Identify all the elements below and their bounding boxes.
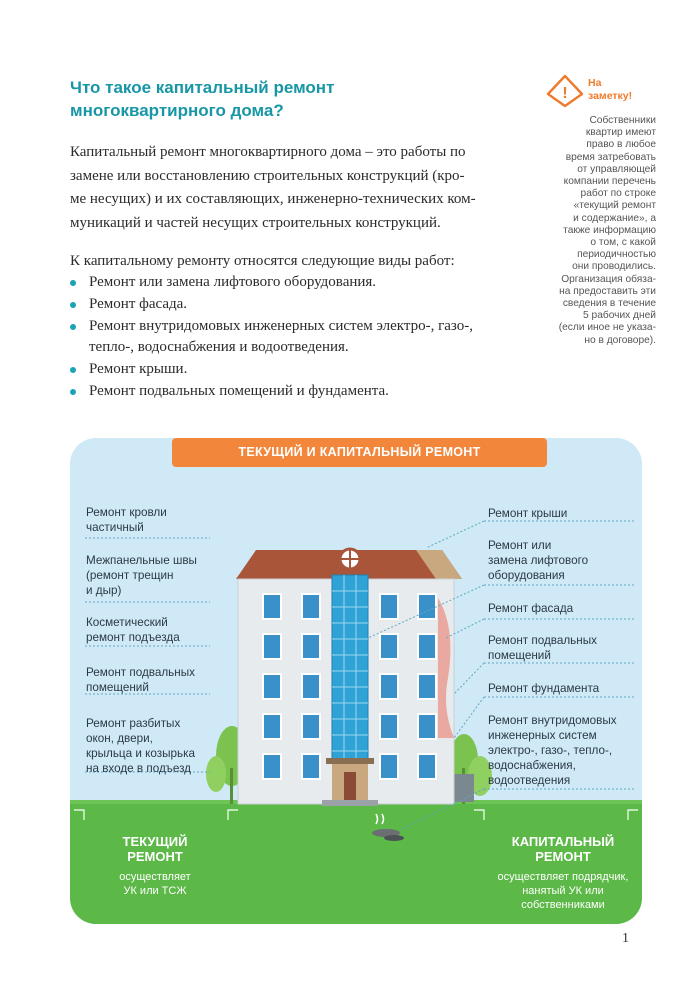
title-line: ТЕКУЩИЙ [122, 834, 188, 849]
label-line: водоснабжения, [488, 759, 576, 772]
works-list [70, 272, 540, 403]
label-line: ремонт подъезда [86, 631, 180, 644]
current-item [86, 665, 226, 695]
current-item [86, 716, 226, 776]
current-repair-subtitle [90, 870, 220, 898]
list-item-line: Ремонт крыши. [89, 361, 188, 377]
entrance-canopy [326, 758, 374, 764]
note-line: они проводились. [572, 261, 656, 273]
current-repair-title [90, 834, 220, 864]
note-line: время затребовать [565, 151, 656, 163]
current-item [86, 505, 226, 535]
bullet-icon [70, 280, 76, 286]
note-title-line: На [588, 77, 602, 89]
note-line: и содержание», а [573, 212, 656, 224]
label-line: на входе в подъезд [86, 762, 191, 775]
capital-item [488, 633, 633, 663]
label-line: помещений [488, 649, 551, 662]
list-item-line: Ремонт или замена лифтового оборудования. [89, 274, 377, 290]
current-item [86, 553, 226, 598]
intro-line: замене или восстановлению строительных конструкций (кро- [70, 167, 465, 184]
note-line: «текущий ремонт [573, 200, 656, 212]
label-line: Ремонт кровли [86, 506, 167, 519]
title-line: РЕМОНТ [535, 849, 591, 864]
current-repair-footer [90, 834, 220, 898]
intro-paragraph [70, 141, 530, 235]
title-line: КАПИТАЛЬНЫЙ [511, 834, 615, 849]
capital-repair-footer [478, 834, 648, 912]
current-item [86, 615, 226, 645]
title-line: РЕМОНТ [127, 849, 183, 864]
label-line: Ремонт крыши [488, 507, 568, 520]
note-line: от управляющей [577, 163, 656, 175]
bullet-icon [70, 324, 76, 330]
label-line: Ремонт разбитых [86, 717, 181, 730]
infographic-banner: ТЕКУЩИЙ И КАПИТАЛЬНЫЙ РЕМОНТ [172, 438, 547, 467]
label-line: Ремонт фасада [488, 602, 574, 615]
note-line: работ по строке [580, 188, 656, 200]
page-title-line: Что такое капитальный ремонт [70, 78, 335, 97]
list-item [70, 294, 540, 315]
note-line: периодичностью [577, 249, 656, 261]
note-line: о том, с какой [590, 237, 656, 249]
label-line: окон, двери, [86, 732, 153, 745]
page-title [70, 76, 410, 122]
label-line: Ремонт или [488, 539, 552, 552]
note-line: Организация обяза- [561, 273, 656, 285]
bullet-icon [70, 389, 76, 395]
label-line: Ремонт фундамента [488, 682, 600, 695]
label-line: замена лифтового [488, 554, 589, 567]
note-line: право в любое [586, 139, 656, 151]
intro-line: ме несущих) и их составляющих, инженерно-технических ком- [70, 191, 476, 207]
capital-item [488, 601, 633, 616]
list-item [70, 381, 540, 402]
label-line: (ремонт трещин [86, 569, 174, 582]
label-line: Ремонт внутридомовых [488, 714, 617, 727]
capital-item [488, 506, 633, 521]
note-line: на предоставить эти [559, 285, 656, 297]
label-line: Ремонт подвальных [86, 666, 195, 679]
subtitle-line: УК или ТСЖ [123, 885, 187, 897]
note-line: 5 рабочих дней [583, 310, 656, 322]
subtitle-line: осуществляет подрядчик, [497, 871, 629, 883]
intro-line: Капитальный ремонт многоквартирного дома – это работы по [70, 144, 466, 160]
label-line: Межпанельные швы [86, 554, 197, 567]
label-line: помещений [86, 681, 149, 694]
note-title [588, 77, 654, 103]
capital-item [488, 713, 633, 788]
capital-item [488, 538, 633, 583]
capital-repair-subtitle [478, 870, 648, 912]
subtitle-line: осуществляет [119, 871, 191, 883]
label-line: и дыр) [86, 584, 122, 597]
shed [452, 774, 474, 802]
list-item [70, 359, 540, 380]
label-line: электро-, газо-, тепло-, [488, 744, 613, 757]
note-title-line: заметку! [588, 90, 633, 102]
list-item [70, 316, 540, 358]
note-line: квартир имеют [585, 127, 656, 139]
label-line: Косметический [86, 616, 168, 629]
bullet-icon [70, 302, 76, 308]
list-item-line: Ремонт фасада. [89, 296, 188, 312]
subtitle-line: нанятый УК или [522, 885, 604, 897]
page-number: 1 [622, 931, 629, 946]
page-title-line: многоквартирного дома? [70, 101, 284, 120]
list-item-line: Ремонт внутридомовых инженерных систем электро-, газо-, [89, 318, 473, 334]
works-list-lead: К капитальному ремонту относятся следующие виды работ: [70, 253, 455, 269]
entrance-door [344, 772, 356, 804]
label-line: частичный [86, 521, 144, 534]
capital-repair-title [478, 834, 648, 864]
note-line: компании перечень [563, 176, 656, 188]
bullet-icon [70, 367, 76, 373]
list-item-line: тепло-, водоснабжения и водоотведения. [89, 339, 349, 355]
label-line: Ремонт подвальных [488, 634, 597, 647]
capital-item [488, 681, 633, 696]
note-line: сведения в течение [562, 298, 656, 310]
note-body [546, 115, 656, 347]
subtitle-line: собственниками [521, 899, 605, 911]
label-line: оборудования [488, 569, 565, 582]
note-line: но в договоре). [584, 334, 656, 346]
note-mark: ! [562, 85, 568, 102]
exclamation-icon [546, 74, 584, 108]
note-line: также информацию [563, 224, 656, 236]
note-line: Собственники [589, 115, 656, 126]
list-item [70, 272, 540, 293]
label-line: инженерных систем [488, 729, 597, 742]
intro-line: муникаций и частей несущих строительных конструкций. [70, 214, 441, 231]
label-line: крыльца и козырька [86, 747, 195, 760]
note-line: (если иное не указа- [558, 322, 656, 334]
list-item-line: Ремонт подвальных помещений и фундамента. [89, 383, 389, 399]
label-line: водоотведения [488, 774, 571, 787]
